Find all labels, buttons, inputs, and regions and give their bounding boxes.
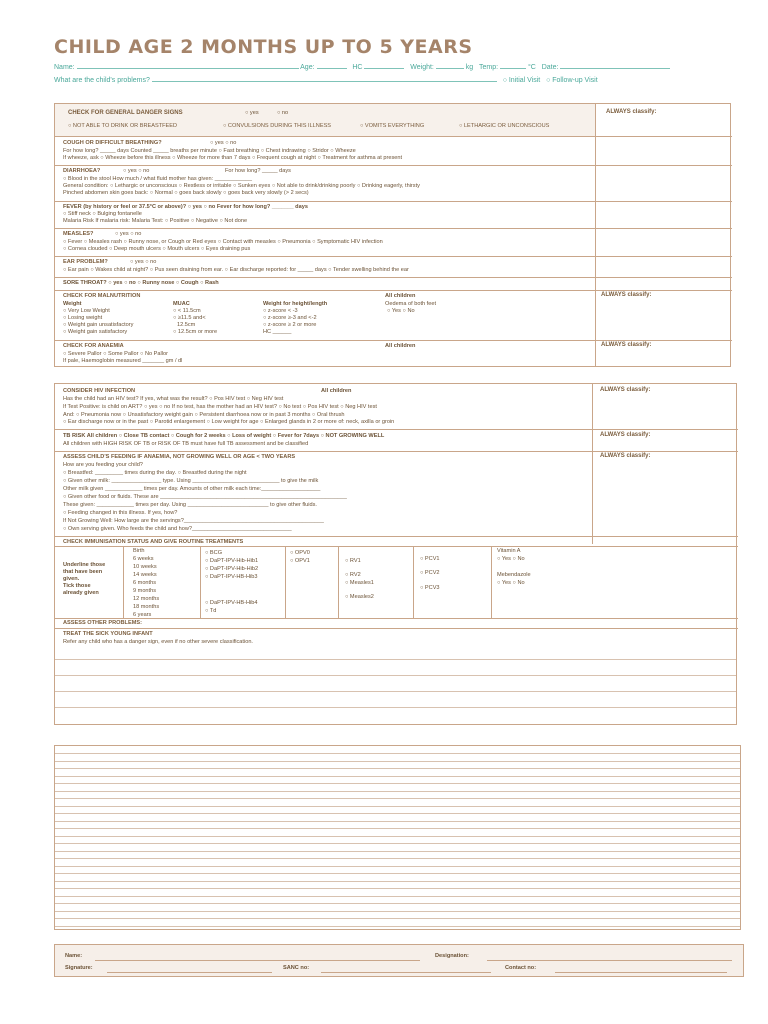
muac-opt-3[interactable]: ○ 12.5cm or more bbox=[173, 329, 218, 335]
weight-opt-3[interactable]: ○ Weight gain unsatisfactory bbox=[63, 322, 134, 328]
ear-line-1[interactable]: ○ Ear pain ○ Wakes child at night? ○ Pus seen draining from ear. ○ Ear discharge reported: for _____ days ○ Tender swelling behind the ear bbox=[63, 267, 409, 273]
footer-name-label: Name: bbox=[65, 953, 83, 959]
note-rule-line bbox=[55, 918, 740, 919]
degc-label: °C bbox=[528, 64, 536, 71]
note-rule-line bbox=[55, 881, 740, 882]
mebendazole-yes-no[interactable]: ○ Yes ○ No bbox=[497, 580, 525, 586]
note-rule-line bbox=[55, 926, 740, 927]
assessment-section-2 bbox=[54, 383, 737, 725]
diarrhoea-line-3[interactable]: Pinched abdomen skin goes back: ○ Normal ○ goes back slowly ○ goes back very slowly (> 2 secs) bbox=[63, 190, 309, 196]
muac-opt-2b: 12.5cm bbox=[177, 322, 196, 328]
kg-label: kg bbox=[465, 64, 474, 71]
page-title: CHILD AGE 2 MONTHS UP TO 5 YEARS bbox=[54, 36, 473, 58]
note-rule-line bbox=[55, 768, 740, 769]
date-label: Date: bbox=[541, 64, 559, 71]
note-rule-line bbox=[55, 791, 740, 792]
note-rule-line bbox=[55, 813, 740, 814]
malnutrition-all-children: All children bbox=[385, 293, 416, 299]
feeding-heading: ASSESS CHILD'S FEEDING IF ANAEMIA, NOT GROWING WELL OR AGE < TWO YEARS bbox=[63, 454, 296, 460]
diarrhoea-line-1[interactable]: ○ Blood in the stool How much / what fluid mother has given: ____________ bbox=[63, 176, 253, 182]
vacc-td[interactable]: ○ Td bbox=[205, 608, 217, 614]
note-rule-line bbox=[55, 888, 740, 889]
measles-yes-no[interactable]: ○ yes ○ no bbox=[115, 231, 142, 237]
age-6y: 6 years bbox=[133, 612, 152, 618]
anaemia-line-1[interactable]: ○ Severe Pallor ○ Some Pallor ○ No Pallor bbox=[63, 351, 168, 357]
oedema-label: Oedema of both feet bbox=[385, 301, 436, 307]
notes-area[interactable] bbox=[54, 745, 741, 930]
diarrhoea-heading: DIARRHOEA? bbox=[63, 168, 101, 174]
vacc-rv2[interactable]: ○ RV2 bbox=[345, 572, 361, 578]
malnutrition-always-classify: ALWAYS classify: bbox=[601, 292, 652, 298]
danger-opt-3[interactable]: ○ VOMITS EVERYTHING bbox=[360, 123, 425, 129]
hiv-always-classify: ALWAYS classify: bbox=[600, 387, 651, 393]
treat-line: Refer any child who has a danger sign, even if no other severe classification. bbox=[63, 639, 253, 645]
followup-visit-option[interactable]: ○ Follow-up Visit bbox=[546, 77, 598, 84]
vitamin-a-yes-no[interactable]: ○ Yes ○ No bbox=[497, 556, 525, 562]
tb-always-classify: ALWAYS classify: bbox=[600, 432, 651, 438]
weight-opt-4[interactable]: ○ Weight gain satisfactory bbox=[63, 329, 128, 335]
cough-line-1[interactable]: For how long? _____ days Counted _____ breaths per minute ○ Fast breathing ○ Chest indrawing ○ Stridor ○ Wheeze bbox=[63, 148, 356, 154]
fever-line-1[interactable]: FEVER (by history or feel or 37.5°C or above)? ○ yes ○ no Fever for how long? _______ days bbox=[63, 204, 308, 210]
temp-field[interactable] bbox=[500, 62, 526, 69]
danger-yes[interactable]: ○ yes bbox=[245, 110, 259, 116]
temp-label: Temp: bbox=[479, 64, 499, 71]
note-rule-line bbox=[55, 761, 740, 762]
cough-yes-no[interactable]: ○ yes ○ no bbox=[210, 140, 237, 146]
vacc-pcv2[interactable]: ○ PCV2 bbox=[420, 570, 440, 576]
footer-sanc-label: SANC no: bbox=[283, 965, 310, 971]
measles-heading: MEASLES? bbox=[63, 231, 94, 237]
hiv-line-1[interactable]: Has the child had an HIV test? If yes, what was the result? ○ Pos HIV test ○ Neg HIV test bbox=[63, 396, 284, 402]
vacc-dapt4[interactable]: ○ DaPT-IPV-HB-Hib4 bbox=[205, 600, 258, 606]
feeding-line-6[interactable]: These given: ____________ times per day. Using __________________________ to give other fluids. bbox=[63, 502, 317, 508]
cough-line-2[interactable]: If wheeze, ask ○ Wheeze before this illness ○ Wheeze for more than 7 days ○ Frequent cough at night ○ Treatment for asthma at present bbox=[63, 155, 403, 161]
hiv-line-3[interactable]: And: ○ Pneumonia now ○ Unsatisfactory weight gain ○ Persistent diarrhoea now or in past 3 months ○ Oral thrush bbox=[63, 412, 345, 418]
measles-line-1[interactable]: ○ Fever ○ Measles rash ○ Runny nose, or Cough or Red eyes ○ Contact with measles ○ Pneumonia ○ Symptomatic HIV infection bbox=[63, 239, 383, 245]
muac-opt-2[interactable]: ○ ≥11.5 and< bbox=[173, 315, 206, 321]
hiv-heading: CONSIDER HIV INFECTION bbox=[63, 388, 136, 394]
wfh-heading: Weight for height/length bbox=[263, 301, 328, 307]
ear-yes-no[interactable]: ○ yes ○ no bbox=[130, 259, 157, 265]
diarrhoea-duration[interactable]: For how long? _____ days bbox=[225, 168, 291, 174]
diarrhoea-yes-no[interactable]: ○ yes ○ no bbox=[123, 168, 150, 174]
age-18m: 18 months bbox=[133, 604, 160, 610]
note-rule-line bbox=[55, 776, 740, 777]
vitamin-a-label: Vitamin A bbox=[497, 548, 521, 554]
wfh-opt-3[interactable]: ○ z-score ≥ 2 or more bbox=[263, 322, 317, 328]
note-rule-line bbox=[55, 851, 740, 852]
treat-heading: TREAT THE SICK YOUNG INFANT bbox=[63, 631, 153, 637]
classify-divider bbox=[595, 104, 596, 366]
tb-line-1[interactable]: TB RISK All children ○ Close TB contact ○ Cough for 2 weeks ○ Loss of weight ○ Fever for 7days ○ NOT GROWING WELL bbox=[63, 433, 385, 439]
wfh-opt-1[interactable]: ○ z-score < -3 bbox=[263, 308, 298, 314]
danger-opt-4[interactable]: ○ LETHARGIC OR UNCONSCIOUS bbox=[459, 123, 550, 129]
danger-opt-2[interactable]: ○ CONVULSIONS DURING THIS ILLNESS bbox=[223, 123, 332, 129]
feeding-line-9[interactable]: ○ Own serving given. Who feeds the child and how?________________________________ bbox=[63, 526, 292, 532]
throat-line[interactable]: SORE THROAT? ○ yes ○ no ○ Runny nose ○ Cough ○ Rash bbox=[63, 280, 219, 286]
hc-field[interactable] bbox=[364, 62, 404, 69]
immunisation-heading: CHECK IMMUNISATION STATUS AND GIVE ROUTINE TREATMENTS bbox=[63, 539, 244, 545]
imm-instr-5: already given bbox=[63, 590, 99, 596]
wfh-opt-2[interactable]: ○ z-score ≥-3 and <-2 bbox=[263, 315, 317, 321]
feeding-line-2[interactable]: ○ Breastfed: _________ times during the day. ○ Breastfed during the night bbox=[63, 470, 247, 476]
footer-contact-field[interactable] bbox=[555, 972, 727, 973]
vacc-opv0[interactable]: ○ OPV0 bbox=[290, 550, 310, 556]
weight-opt-1[interactable]: ○ Very Low Weight bbox=[63, 308, 110, 314]
note-rule-line bbox=[55, 798, 740, 799]
note-rule-line bbox=[55, 911, 740, 912]
muac-heading: MUAC bbox=[173, 301, 190, 307]
tb-line-2: All children with HIGH RISK OF TB or RISK OF TB must have full TB assessment and be classified bbox=[63, 441, 309, 447]
hc-label: HC bbox=[352, 64, 363, 71]
header-row-2 bbox=[54, 75, 598, 84]
signature-footer bbox=[54, 944, 744, 977]
malnutrition-heading: CHECK FOR MALNUTRITION bbox=[63, 293, 141, 299]
problems-field[interactable] bbox=[152, 75, 497, 82]
footer-sanc-field[interactable] bbox=[321, 972, 491, 973]
feeding-line-4[interactable]: Other milk given ____________ times per day. Amounts of other milk each time:___________________ bbox=[63, 486, 321, 492]
always-classify-label: ALWAYS classify: bbox=[606, 109, 657, 115]
age-birth: Birth bbox=[133, 548, 145, 554]
classify-divider-2 bbox=[592, 384, 593, 544]
note-rule-line bbox=[55, 828, 740, 829]
anaemia-all-children: All children bbox=[385, 343, 416, 349]
vacc-opv1[interactable]: ○ OPV1 bbox=[290, 558, 310, 564]
mebendazole-label: Mebendazole bbox=[497, 572, 531, 578]
footer-designation-label: Designation: bbox=[435, 953, 469, 959]
vacc-dapt2[interactable]: ○ DaPT-IPV-Hib-Hib2 bbox=[205, 566, 259, 572]
note-rule-line bbox=[55, 843, 740, 844]
feeding-line-1: How are you feeding your child? bbox=[63, 462, 143, 468]
note-rule-line bbox=[55, 806, 740, 807]
feeding-line-8[interactable]: If Not Growing Well: How large are the servings?_____________________________________________ bbox=[63, 518, 324, 524]
note-rule-line bbox=[55, 903, 740, 904]
danger-signs-heading: CHECK FOR GENERAL DANGER SIGNS bbox=[68, 110, 183, 116]
imm-instr-2: that have been bbox=[63, 569, 103, 575]
fever-line-2[interactable]: ○ Stiff neck ○ Bulging fontanelle bbox=[63, 211, 142, 217]
feeding-line-3[interactable]: ○ Given other milk: ________________ type. Using ____________________________ to give the milk bbox=[63, 478, 319, 484]
problems-label: What are the child's problems? bbox=[54, 77, 150, 84]
vacc-pcv1[interactable]: ○ PCV1 bbox=[420, 556, 440, 562]
vacc-measles1[interactable]: ○ Measles1 bbox=[345, 580, 374, 586]
anaemia-line-2[interactable]: If pale, Haemoglobin measured _______ gm / dl bbox=[63, 358, 183, 364]
oedema-yes-no[interactable]: ○ Yes ○ No bbox=[387, 308, 415, 314]
note-rule-line bbox=[55, 821, 740, 822]
note-rule-line bbox=[55, 783, 740, 784]
age-10w: 10 weeks bbox=[133, 564, 157, 570]
weight-label: Weight: bbox=[410, 64, 434, 71]
assessment-section-1 bbox=[54, 103, 731, 367]
hc-line[interactable]: HC ______ bbox=[263, 329, 292, 335]
vacc-bcg[interactable]: ○ BCG bbox=[205, 550, 223, 556]
measles-line-2[interactable]: ○ Cornea clouded ○ Deep mouth ulcers ○ Mouth ulcers ○ Eyes draining pus bbox=[63, 246, 251, 252]
initial-visit-option[interactable]: ○ Initial Visit bbox=[502, 77, 541, 84]
hiv-line-2[interactable]: If Test Positive: is child on ART? ○ yes ○ no If no test, has the mother had an HIV test? ○ No test ○ Pos HIV test ○ Neg HIV test bbox=[63, 404, 377, 410]
anaemia-heading: CHECK FOR ANAEMIA bbox=[63, 343, 124, 349]
note-rule-line bbox=[55, 858, 740, 859]
cough-heading: COUGH OR DIFFICULT BREATHING? bbox=[63, 140, 162, 146]
feeding-always-classify: ALWAYS classify: bbox=[600, 453, 651, 459]
weight-field[interactable] bbox=[436, 62, 464, 69]
age-12m: 12 months bbox=[133, 596, 160, 602]
anaemia-always-classify: ALWAYS classify: bbox=[601, 342, 652, 348]
footer-contact-label: Contact no: bbox=[505, 965, 537, 971]
note-rule-line bbox=[55, 753, 740, 754]
footer-signature-field[interactable] bbox=[107, 972, 272, 973]
hiv-all-children: All children bbox=[321, 388, 352, 394]
header-row-1 bbox=[54, 62, 670, 71]
vacc-rv1[interactable]: ○ RV1 bbox=[345, 558, 361, 564]
imm-instr-1: Underline those bbox=[63, 562, 106, 568]
footer-designation-field[interactable] bbox=[487, 960, 732, 961]
note-rule-line bbox=[55, 896, 740, 897]
danger-no[interactable]: ○ no bbox=[277, 110, 289, 116]
vacc-pcv3[interactable]: ○ PCV3 bbox=[420, 585, 440, 591]
diarrhoea-line-2[interactable]: General condition: ○ Lethargic or unconscious ○ Restless or irritable ○ Sunken eyes ○ Not able to drink/drinking poorly ○ Drinking eagerly, thirsty bbox=[63, 183, 420, 189]
imm-instr-4: Tick those bbox=[63, 583, 91, 589]
date-field[interactable] bbox=[560, 62, 670, 69]
ear-heading: EAR PROBLEM? bbox=[63, 259, 108, 265]
weight-opt-2[interactable]: ○ Losing weight bbox=[63, 315, 103, 321]
note-rule-line bbox=[55, 866, 740, 867]
age-6m: 6 months bbox=[133, 580, 157, 586]
name-field[interactable] bbox=[77, 62, 299, 69]
fever-line-3[interactable]: Malaria Risk If malaria risk: Malaria Test: ○ Positive ○ Negative ○ Not done bbox=[63, 218, 248, 224]
feeding-line-5[interactable]: ○ Given other food or fluids. These are ____________________________________________________________ bbox=[63, 494, 347, 500]
feeding-line-7[interactable]: ○ Feeding changed in this illness. If yes, how? bbox=[63, 510, 178, 516]
age-6w: 6 weeks bbox=[133, 556, 154, 562]
footer-signature-label: Signature: bbox=[65, 965, 93, 971]
note-rule-line bbox=[55, 836, 740, 837]
age-9m: 9 months bbox=[133, 588, 157, 594]
muac-opt-1[interactable]: ○ < 11.5cm bbox=[173, 308, 201, 314]
age-14w: 14 weeks bbox=[133, 572, 157, 578]
other-problems-heading: ASSESS OTHER PROBLEMS: bbox=[63, 620, 142, 626]
imm-instr-3: given. bbox=[63, 576, 80, 582]
note-rule-line bbox=[55, 873, 740, 874]
footer-name-field[interactable] bbox=[95, 960, 420, 961]
vacc-dapt3[interactable]: ○ DaPT-IPV-HB-Hib3 bbox=[205, 574, 258, 580]
hiv-line-4[interactable]: ○ Ear discharge now or in the past ○ Parotid enlargement ○ Low weight for age ○ Enlarged glands in 2 or more of: neck, axilla or groin bbox=[63, 419, 395, 425]
vacc-dapt1[interactable]: ○ DaPT-IPV-Hib-Hib1 bbox=[205, 558, 259, 564]
danger-opt-1[interactable]: ○ NOT ABLE TO DRINK OR BREASTFEED bbox=[68, 123, 178, 129]
age-label: Age: bbox=[300, 64, 315, 71]
weight-heading: Weight bbox=[63, 301, 82, 307]
vacc-measles2[interactable]: ○ Measles2 bbox=[345, 594, 374, 600]
name-label: Name: bbox=[54, 64, 75, 71]
age-field[interactable] bbox=[317, 62, 347, 69]
